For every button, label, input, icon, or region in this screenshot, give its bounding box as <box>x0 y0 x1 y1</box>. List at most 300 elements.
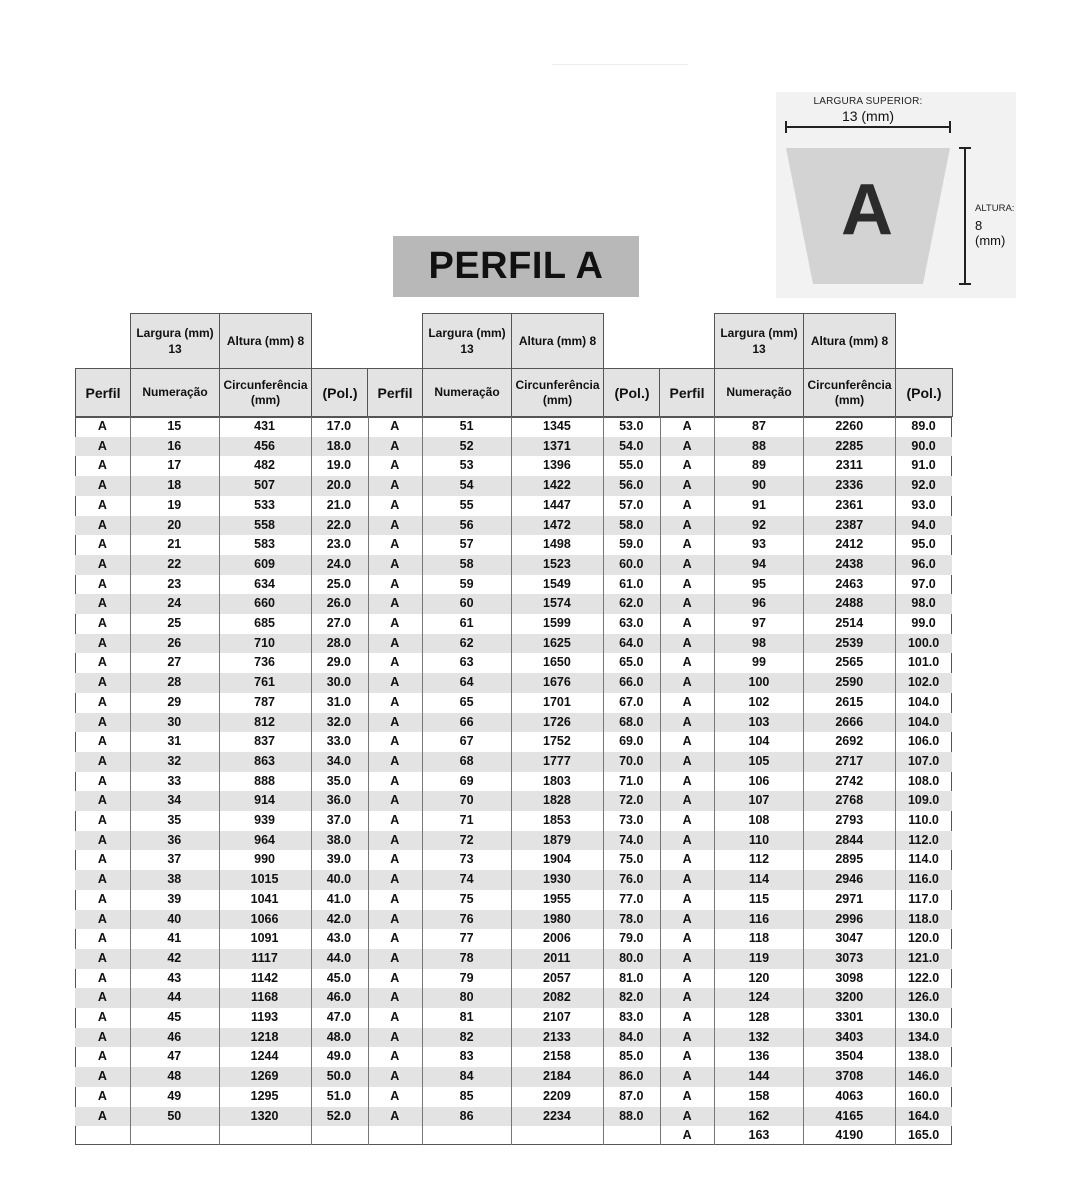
cell-circunferencia: 2996 <box>835 911 864 926</box>
cell-perfil: A <box>682 1108 692 1123</box>
cell-pol: 60.0 <box>619 556 644 571</box>
cell-pol: 70.0 <box>619 753 644 768</box>
cell-circunferencia: 914 <box>254 793 275 808</box>
table-row <box>75 555 952 575</box>
cell-circunferencia: 1828 <box>543 793 571 808</box>
cell-perfil: A <box>97 1049 107 1064</box>
cell-perfil: A <box>682 517 692 532</box>
cell-pol: 165.0 <box>907 1128 940 1143</box>
cell-circunferencia: 2615 <box>835 694 864 709</box>
cell-perfil: A <box>390 1010 400 1024</box>
cell-pol: 45.0 <box>326 970 352 985</box>
cell-pol: 106.0 <box>907 734 940 749</box>
cell-perfil: A <box>390 1069 400 1084</box>
column-divider <box>895 417 896 1145</box>
cell-pol: 116.0 <box>908 872 939 887</box>
cell-circunferencia: 2463 <box>835 576 864 591</box>
cell-pol: 77.0 <box>619 891 644 906</box>
cell-pol: 92.0 <box>911 478 936 493</box>
table-row <box>75 732 952 752</box>
cell-circunferencia: 2057 <box>543 970 571 985</box>
cell-circunferencia: 863 <box>254 753 275 768</box>
cell-numeracao: 60 <box>459 596 474 611</box>
cell-pol: 130.0 <box>907 1010 940 1024</box>
cell-perfil: A <box>390 694 400 709</box>
cell-numeracao: 20 <box>167 517 182 532</box>
table-row <box>75 752 952 772</box>
cell-pol: 26.0 <box>326 596 352 611</box>
column-divider <box>219 417 220 1145</box>
cell-circunferencia: 2011 <box>543 950 571 965</box>
table-row <box>75 870 952 890</box>
table-row <box>75 476 952 496</box>
cell-numeracao: 69 <box>459 773 474 788</box>
cell-numeracao: 75 <box>459 891 474 906</box>
cell-pol: 46.0 <box>326 990 352 1005</box>
cell-numeracao: 105 <box>748 753 770 768</box>
cell-pol: 24.0 <box>326 556 352 571</box>
table-row <box>75 988 952 1008</box>
cell-pol: 65.0 <box>619 655 644 670</box>
cell-pol: 164.0 <box>907 1108 940 1123</box>
cell-pol: 75.0 <box>619 852 644 867</box>
cell-numeracao: 136 <box>748 1049 770 1064</box>
cell-numeracao: 108 <box>748 813 770 827</box>
cell-perfil: A <box>390 911 400 926</box>
cell-circunferencia: 1168 <box>251 990 279 1005</box>
cell-numeracao: 92 <box>752 517 766 532</box>
header-pol: (Pol.) <box>895 368 953 417</box>
cell-perfil: A <box>97 852 107 867</box>
table-row <box>75 1087 952 1107</box>
cell-pol: 82.0 <box>619 990 644 1005</box>
cell-numeracao: 81 <box>459 1010 474 1024</box>
cell-numeracao: 77 <box>459 931 474 946</box>
cell-pol: 63.0 <box>619 616 644 630</box>
cell-circunferencia: 1777 <box>543 753 571 768</box>
column-divider <box>660 417 661 1145</box>
cell-circunferencia: 2565 <box>835 655 864 670</box>
cell-perfil: A <box>682 497 692 512</box>
cell-numeracao: 74 <box>459 872 474 887</box>
cell-circunferencia: 990 <box>254 852 275 867</box>
cell-pol: 41.0 <box>326 891 352 906</box>
cell-numeracao: 116 <box>748 911 770 926</box>
cell-pol: 56.0 <box>619 478 644 493</box>
cell-numeracao: 84 <box>459 1069 474 1084</box>
cell-perfil: A <box>97 714 107 729</box>
cell-circunferencia: 685 <box>254 616 275 630</box>
cell-pol: 104.0 <box>907 714 940 729</box>
cell-numeracao: 88 <box>752 438 766 453</box>
belt-profile-diagram <box>776 92 1016 298</box>
cell-numeracao: 93 <box>752 537 766 552</box>
cell-perfil: A <box>682 1049 692 1064</box>
cell-pol: 20.0 <box>326 478 352 493</box>
cell-circunferencia: 1422 <box>543 478 571 493</box>
cell-numeracao: 33 <box>167 773 182 788</box>
cell-numeracao: 64 <box>459 675 474 690</box>
table-row <box>75 693 952 713</box>
cell-perfil: A <box>390 537 400 552</box>
cell-circunferencia: 2438 <box>835 556 864 571</box>
cell-circunferencia: 558 <box>254 517 275 532</box>
cell-pol: 98.0 <box>911 596 936 611</box>
cell-perfil: A <box>97 773 107 788</box>
cell-circunferencia: 2844 <box>835 832 864 847</box>
cell-perfil: A <box>390 419 400 433</box>
cell-pol: 18.0 <box>326 438 352 453</box>
cell-perfil: A <box>97 497 107 512</box>
cell-perfil: A <box>682 813 692 827</box>
cell-perfil: A <box>682 931 692 946</box>
cell-pol: 120.0 <box>907 931 940 946</box>
cell-pol: 28.0 <box>326 635 352 650</box>
cell-pol: 54.0 <box>619 438 644 453</box>
cell-pol: 67.0 <box>619 694 644 709</box>
cell-circunferencia: 3301 <box>835 1010 864 1024</box>
cell-circunferencia: 964 <box>254 832 275 847</box>
cell-perfil: A <box>682 537 692 552</box>
cell-pol <box>603 1126 660 1146</box>
cell-perfil: A <box>97 1108 107 1123</box>
table-row <box>75 516 952 536</box>
cell-numeracao: 19 <box>167 497 182 512</box>
cell-pol: 21.0 <box>326 497 352 512</box>
column-divider <box>368 417 369 1145</box>
cell-circunferencia: 2260 <box>835 419 864 433</box>
cell-numeracao: 53 <box>459 458 474 473</box>
table-row <box>75 850 952 870</box>
cell-perfil: A <box>682 872 692 887</box>
cell-pol: 17.0 <box>326 419 352 433</box>
cell-perfil: A <box>682 714 692 729</box>
cell-pol: 55.0 <box>619 458 644 473</box>
cell-circunferencia: 1041 <box>250 891 279 906</box>
cell-pol: 84.0 <box>619 1029 644 1044</box>
cell-pol: 50.0 <box>326 1069 352 1084</box>
cell-circunferencia: 4165 <box>835 1108 864 1123</box>
column-divider <box>803 417 804 1145</box>
cell-perfil: A <box>390 438 400 453</box>
cell-perfil: A <box>390 675 400 690</box>
table-row <box>75 1126 952 1146</box>
cell-circunferencia: 1015 <box>250 872 279 887</box>
cell-pol: 118.0 <box>908 911 939 926</box>
cell-numeracao: 110 <box>748 832 770 847</box>
cell-circunferencia: 1320 <box>250 1108 279 1123</box>
belt-size-table <box>75 313 952 1145</box>
cell-pol: 86.0 <box>619 1069 644 1084</box>
cell-perfil: A <box>390 1108 400 1123</box>
top-width-value: 13 (mm) <box>841 108 895 124</box>
cell-numeracao: 100 <box>748 675 770 690</box>
cell-perfil: A <box>97 616 107 630</box>
cell-pol: 59.0 <box>619 537 644 552</box>
cell-circunferencia: 1752 <box>543 734 571 749</box>
cell-numeracao: 163 <box>748 1128 770 1143</box>
cell-perfil: A <box>390 517 400 532</box>
cell-numeracao: 86 <box>459 1108 474 1123</box>
cell-perfil: A <box>97 970 107 985</box>
cell-numeracao: 158 <box>748 1088 770 1103</box>
cell-numeracao: 76 <box>459 911 474 926</box>
cell-numeracao: 58 <box>459 556 474 571</box>
cell-numeracao <box>422 1126 511 1146</box>
cell-perfil: A <box>390 497 400 512</box>
cell-numeracao: 67 <box>459 734 474 749</box>
cell-numeracao: 30 <box>167 714 182 729</box>
cell-numeracao: 97 <box>752 616 766 630</box>
cell-perfil: A <box>682 458 692 473</box>
cell-numeracao: 26 <box>167 635 182 650</box>
cell-circunferencia: 2793 <box>835 813 864 827</box>
cell-circunferencia: 1269 <box>250 1069 279 1084</box>
header-largura: Largura (mm) 13 <box>714 313 804 369</box>
cell-pol: 47.0 <box>326 1010 352 1024</box>
cell-pol: 34.0 <box>326 753 352 768</box>
cell-circunferencia: 2336 <box>835 478 864 493</box>
cell-pol: 27.0 <box>326 616 352 630</box>
cell-pol: 87.0 <box>619 1088 644 1103</box>
cell-pol: 134.0 <box>907 1029 940 1044</box>
column-divider <box>311 417 312 1145</box>
cell-circunferencia: 1396 <box>543 458 571 473</box>
cell-pol: 102.0 <box>907 675 940 690</box>
cell-pol: 43.0 <box>326 931 352 946</box>
table-row <box>75 772 952 792</box>
cell-perfil: A <box>682 635 692 650</box>
cell-perfil: A <box>97 931 107 946</box>
table-row <box>75 910 952 930</box>
header-altura: Altura (mm) 8 <box>511 313 604 369</box>
cell-perfil: A <box>390 793 400 808</box>
table-row <box>75 634 952 654</box>
header-perfil: Perfil <box>75 368 131 417</box>
header-circunferencia: Circunferência (mm) <box>511 368 604 417</box>
cell-circunferencia: 1726 <box>543 714 571 729</box>
cell-numeracao: 94 <box>752 556 766 571</box>
cell-numeracao: 96 <box>752 596 766 611</box>
table-row <box>75 791 952 811</box>
cell-perfil: A <box>97 438 107 453</box>
cell-pol: 19.0 <box>326 458 352 473</box>
cell-circunferencia: 787 <box>254 694 275 709</box>
cell-perfil: A <box>97 753 107 768</box>
table-row <box>75 535 952 555</box>
cell-pol: 95.0 <box>911 537 936 552</box>
column-divider <box>511 417 512 1145</box>
cell-circunferencia: 1345 <box>543 419 571 433</box>
cell-circunferencia: 2717 <box>835 753 864 768</box>
cell-perfil: A <box>682 694 692 709</box>
cell-circunferencia: 3098 <box>835 970 864 985</box>
cell-perfil: A <box>682 832 692 847</box>
cell-pol: 121.0 <box>907 950 940 965</box>
cell-pol: 146.0 <box>907 1069 940 1084</box>
cell-numeracao: 91 <box>752 497 766 512</box>
cell-circunferencia: 1879 <box>543 832 571 847</box>
table-row <box>75 594 952 614</box>
cell-numeracao: 15 <box>167 419 182 433</box>
cell-circunferencia: 2361 <box>835 497 864 512</box>
cell-circunferencia: 609 <box>254 556 275 571</box>
cell-numeracao: 55 <box>459 497 474 512</box>
cell-circunferencia: 2234 <box>543 1108 571 1123</box>
cell-pol: 76.0 <box>619 872 644 887</box>
cell-numeracao: 48 <box>167 1069 182 1084</box>
cell-pol: 90.0 <box>911 438 936 453</box>
cell-perfil: A <box>390 773 400 788</box>
cell-numeracao: 27 <box>167 655 182 670</box>
cell-circunferencia: 2946 <box>835 872 864 887</box>
cell-circunferencia: 2387 <box>835 517 864 532</box>
table-row <box>75 653 952 673</box>
cell-pol: 117.0 <box>908 891 939 906</box>
cell-perfil: A <box>97 576 107 591</box>
cell-numeracao: 22 <box>167 556 182 571</box>
cell-circunferencia: 761 <box>254 675 275 690</box>
cell-numeracao: 115 <box>748 891 770 906</box>
cell-perfil: A <box>97 458 107 473</box>
cell-perfil: A <box>97 517 107 532</box>
cell-pol: 22.0 <box>326 517 352 532</box>
cell-numeracao: 132 <box>748 1029 770 1044</box>
cell-pol: 32.0 <box>326 714 352 729</box>
cell-perfil: A <box>390 852 400 867</box>
cell-circunferencia: 2184 <box>543 1069 571 1084</box>
height-value: 8 (mm) <box>975 218 1006 248</box>
cell-circunferencia: 583 <box>254 537 275 552</box>
cell-pol: 23.0 <box>326 537 352 552</box>
cell-pol: 31.0 <box>326 694 352 709</box>
cell-circunferencia: 660 <box>254 596 275 611</box>
cell-circunferencia: 1549 <box>543 576 571 591</box>
table-row <box>75 811 952 831</box>
cell-numeracao: 118 <box>748 931 770 946</box>
table-row <box>75 1067 952 1087</box>
cell-pol: 39.0 <box>326 852 352 867</box>
cell-circunferencia <box>511 1126 603 1146</box>
cell-perfil: A <box>390 950 400 965</box>
cell-circunferencia: 1980 <box>543 911 571 926</box>
cell-pol: 62.0 <box>619 596 644 611</box>
column-divider <box>714 417 715 1145</box>
cell-circunferencia: 2209 <box>543 1088 571 1103</box>
cell-perfil: A <box>682 1128 692 1143</box>
cell-circunferencia: 482 <box>254 458 275 473</box>
cell-perfil: A <box>97 1088 107 1103</box>
cell-circunferencia: 2539 <box>835 635 864 650</box>
cell-perfil: A <box>390 655 400 670</box>
column-divider <box>422 417 423 1145</box>
cell-numeracao: 144 <box>748 1069 770 1084</box>
cell-perfil: A <box>682 970 692 985</box>
cell-numeracao: 51 <box>459 419 474 433</box>
cell-pol: 126.0 <box>907 990 940 1005</box>
cell-circunferencia: 2692 <box>835 734 864 749</box>
cell-numeracao: 65 <box>459 694 474 709</box>
cell-numeracao: 44 <box>167 990 182 1005</box>
cell-numeracao: 36 <box>167 832 182 847</box>
cell-perfil: A <box>390 596 400 611</box>
cell-perfil: A <box>682 596 692 611</box>
cell-numeracao: 72 <box>459 832 474 847</box>
cell-pol: 58.0 <box>619 517 644 532</box>
cell-perfil: A <box>97 793 107 808</box>
cell-perfil: A <box>682 675 692 690</box>
cell-pol: 33.0 <box>326 734 352 749</box>
cell-numeracao: 128 <box>748 1010 770 1024</box>
cell-perfil: A <box>97 655 107 670</box>
cell-circunferencia: 2768 <box>835 793 864 808</box>
cell-circunferencia: 4063 <box>835 1088 864 1103</box>
cell-pol: 88.0 <box>619 1108 644 1123</box>
cell-circunferencia: 1904 <box>543 852 571 867</box>
cell-pol: 42.0 <box>326 911 352 926</box>
cell-perfil: A <box>390 458 400 473</box>
cell-numeracao: 40 <box>167 911 182 926</box>
cell-pol: 38.0 <box>326 832 352 847</box>
cell-pol: 78.0 <box>619 911 644 926</box>
cell-circunferencia: 1625 <box>543 635 571 650</box>
cell-numeracao: 90 <box>752 478 766 493</box>
cell-circunferencia: 1650 <box>543 655 571 670</box>
cell-perfil: A <box>97 419 107 433</box>
cell-perfil: A <box>97 1010 107 1024</box>
cell-circunferencia: 1472 <box>543 517 571 532</box>
cell-numeracao: 95 <box>752 576 766 591</box>
table-row <box>75 1028 952 1048</box>
table-row <box>75 949 952 969</box>
cell-pol: 99.0 <box>911 616 936 630</box>
cell-numeracao: 17 <box>167 458 182 473</box>
cell-circunferencia: 1066 <box>250 911 279 926</box>
cell-perfil: A <box>97 694 107 709</box>
cell-numeracao: 16 <box>167 438 182 453</box>
table-row <box>75 456 952 476</box>
decorative-line <box>552 64 688 65</box>
cell-perfil: A <box>97 596 107 611</box>
cell-numeracao: 120 <box>748 970 770 985</box>
cell-circunferencia: 710 <box>254 635 275 650</box>
cell-circunferencia: 3047 <box>835 931 864 946</box>
cell-circunferencia: 1117 <box>251 950 278 965</box>
cell-pol: 25.0 <box>326 576 352 591</box>
table-row <box>75 969 952 989</box>
cell-numeracao: 23 <box>167 576 182 591</box>
cell-circunferencia: 2412 <box>835 537 864 552</box>
cell-perfil: A <box>390 576 400 591</box>
cell-numeracao: 57 <box>459 537 474 552</box>
cell-circunferencia: 939 <box>254 813 275 827</box>
cell-circunferencia: 2006 <box>543 931 571 946</box>
top-width-label: LARGURA SUPERIOR: <box>813 96 923 107</box>
header-altura: Altura (mm) 8 <box>219 313 312 369</box>
cell-numeracao: 25 <box>167 616 182 630</box>
cell-circunferencia: 533 <box>254 497 275 512</box>
column-divider <box>130 417 131 1145</box>
cell-pol: 57.0 <box>619 497 644 512</box>
cell-circunferencia: 812 <box>254 714 275 729</box>
table-row <box>75 1107 952 1127</box>
cell-pol: 85.0 <box>619 1049 644 1064</box>
cell-numeracao: 99 <box>752 655 766 670</box>
height-label: ALTURA: <box>975 203 1015 214</box>
cell-pol: 74.0 <box>619 832 644 847</box>
cell-numeracao: 107 <box>748 793 770 808</box>
cell-pol: 29.0 <box>326 655 352 670</box>
